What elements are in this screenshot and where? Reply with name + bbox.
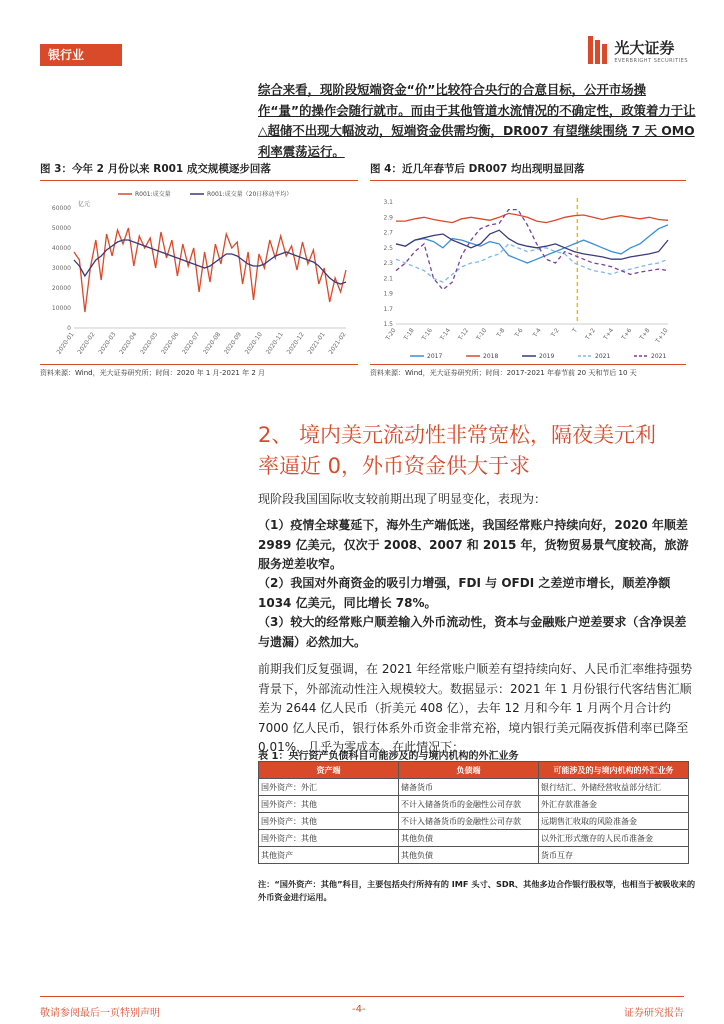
y-tick-label: 1.5 — [383, 321, 393, 328]
x-tick-label: T-6 — [513, 327, 525, 339]
table-cell: 国外资产：外汇 — [259, 779, 399, 796]
series-line — [396, 213, 668, 222]
legend-label: 2019 — [539, 353, 555, 360]
x-tick-label: T-16 — [420, 327, 434, 342]
x-tick-label: T-10 — [475, 327, 489, 342]
x-tick-label: 2020-10 — [243, 331, 264, 356]
x-tick-label: T+6 — [620, 327, 634, 342]
table-row — [259, 813, 689, 830]
series-line — [74, 228, 346, 312]
x-tick-label: T-8 — [495, 327, 507, 339]
table-cell: 国外资产：其他 — [259, 813, 399, 830]
table-cell: 其他资产 — [259, 847, 399, 864]
table-cell: 货币互存 — [539, 847, 689, 864]
footer-divider — [40, 996, 684, 997]
table-header: 资产端 — [259, 762, 399, 779]
x-tick-label: 2020-02 — [76, 331, 97, 356]
table-cell: 其他负债 — [399, 830, 539, 847]
legend-label: 2021 — [595, 353, 611, 360]
table-cell: 外汇存款准备金 — [539, 796, 689, 813]
legend-label: R001:成交量（20日移动平均） — [207, 191, 293, 198]
x-tick-label: 2020-06 — [160, 331, 181, 356]
table-cell: 国外资产：其他 — [259, 796, 399, 813]
table-row — [259, 847, 689, 864]
logo-subtitle: EVERBRIGHT SECURITIES — [614, 57, 688, 64]
footer-disclaimer[interactable]: 敬请参阅最后一页特别声明 — [40, 1008, 160, 1019]
table-cell: 远期售汇收取的风险准备金 — [539, 813, 689, 830]
x-tick-label: 2020-12 — [285, 331, 306, 356]
table-row — [259, 796, 689, 813]
table-row — [259, 779, 689, 796]
table-cell: 国外资产：其他 — [259, 830, 399, 847]
fig4-bottom-divider — [370, 364, 686, 365]
legend-label: 2018 — [483, 353, 499, 360]
y-tick-label: 2.5 — [383, 244, 393, 252]
x-tick-label: 2020-07 — [181, 331, 202, 356]
table-header-row — [259, 762, 689, 779]
fig3-title: 图 3：今年 2 月份以来 R001 成交规模逐步回落 — [40, 163, 271, 175]
y-axis-label: 亿元 — [78, 201, 91, 208]
x-tick-label: 2021-02 — [327, 331, 348, 356]
forex-table — [258, 761, 689, 864]
footer-report-type: 证券研究报告 — [624, 1008, 684, 1019]
y-tick-label: 2.3 — [383, 260, 393, 267]
table-note: 注：“国外资产：其他”科目，主要包括央行所持有的 IMF 头寸、SDR、其他多边合作银行股权等，也相当于被吸收来的外币资金进行运用。 — [258, 879, 696, 902]
y-tick-label: 2.1 — [383, 275, 393, 283]
table-header: 可能涉及的与境内机构的外汇业务 — [539, 762, 689, 779]
x-tick-label: 2020-11 — [264, 331, 285, 356]
legend-label: R001:成交量 — [135, 191, 171, 198]
fig3-bottom-divider — [40, 364, 358, 365]
x-tick-label: T-12 — [457, 327, 471, 342]
table-cell: 其他负债 — [399, 847, 539, 864]
point-3: （3）较大的经常账户顺差输入外币流动性，资本与金融账户逆差要求（含净误差与遗漏）必然加大。 — [258, 615, 687, 649]
x-tick-label: 2020-01 — [55, 331, 76, 356]
x-tick-label: 2020-08 — [201, 331, 223, 356]
x-tick-label: T-20 — [384, 327, 398, 342]
fig3-divider — [40, 180, 358, 181]
series-line — [396, 230, 668, 259]
x-tick-label: T-14 — [438, 327, 453, 342]
fig4-source: 资料来源：Wind，光大证券研究所；时间：2017-2021 年春节前 20 天和节后 10 天 — [370, 369, 637, 377]
x-tick-label: T — [571, 327, 579, 335]
body-paragraph: 前期我们反复强调，在 2021 年经常账户顺差有望持续向好、人民币汇率维持强势背景下，外部流动性注入规模较大。数据显示：2021 年 1 月份银行代客结售汇顺差为 2644 亿人民币（折美元 408 亿），去年 12 月和今年 1 月两个月合计约 7000 亿人民币，银行体系外币资金非常充裕，境内银行美元隔夜拆借利率已降至 0.01%，几乎为零成本。在此情况下： — [258, 662, 693, 754]
y-tick-label: 1.7 — [383, 305, 393, 313]
x-tick-label: T-4 — [531, 327, 543, 339]
x-tick-label: 2020-03 — [97, 331, 118, 356]
y-tick-label: 3.1 — [383, 199, 393, 206]
table-cell: 储备货币 — [399, 779, 539, 796]
section-heading-line1: 2、 境内美元流动性非常宽松，隔夜美元利 — [258, 423, 657, 447]
logo-icon — [588, 36, 610, 64]
x-tick-label: T-18 — [402, 327, 416, 342]
section-heading-line2: 率逼近 0，外币资金供大于求 — [258, 454, 531, 478]
x-tick-label: 2020-04 — [118, 331, 139, 356]
table-header: 负债端 — [399, 762, 539, 779]
fig3-chart — [40, 184, 358, 362]
point-1: （1）疫情全球蔓延下，海外生产端低迷，我国经常账户持续向好，2020 年顺差 2989 亿美元，仅次于 2008、2007 和 2015 年，货物贸易景气度较高，旅游服务逆差收窄。 — [258, 518, 689, 571]
point-2: （2）我国对外商资金的吸引力增强，FDI 与 OFDI 之差逆市增长，顺差净额 1034 亿美元，同比增长 78%。 — [258, 576, 671, 610]
industry-tag: 银行业 — [40, 44, 122, 66]
y-tick-label: 20000 — [51, 285, 71, 292]
table-title: 表 1：央行资产负债科目可能涉及的与境内机构的外汇业务 — [258, 751, 519, 762]
legend-label: 2017 — [427, 353, 443, 360]
table-cell: 不计入储备货币的金融性公司存款 — [399, 796, 539, 813]
fig4-chart — [370, 184, 686, 362]
intro-paragraph: 综合来看，现阶段短端资金“价”比较符合央行的合意目标，公开市场操作“量”的操作会随行就市。而由于其他管道水流情况的不确定性，政策着力于让△超储不出现大幅波动，短端资金供需均衡，DR007 有望继续围绕 7 天 OMO 利率震荡运行。 — [258, 82, 696, 159]
legend-label: 2021 — [651, 353, 667, 360]
table-cell: 不计入储备货币的金融性公司存款 — [399, 813, 539, 830]
fig3-source: 资料来源：Wind，光大证券研究所；时间：2020 年 1 月-2021 年 2 月 — [40, 369, 266, 377]
table-row — [259, 830, 689, 847]
x-tick-label: T+8 — [638, 327, 652, 342]
fig4-title: 图 4：近几年春节后 DR007 均出现明显回落 — [370, 163, 585, 175]
x-tick-label: T+4 — [602, 327, 616, 342]
y-tick-label: 50000 — [51, 225, 71, 232]
lead-paragraph: 现阶段我国国际收支较前期出现了明显变化，表现为： — [258, 492, 547, 506]
y-tick-label: 40000 — [51, 245, 71, 252]
x-tick-label: 2020-05 — [139, 331, 160, 356]
x-tick-label: T+2 — [584, 327, 598, 342]
y-tick-label: 2.7 — [383, 229, 393, 237]
y-tick-label: 1.9 — [383, 290, 393, 298]
y-tick-label: 60000 — [51, 205, 71, 212]
fig4-divider — [370, 180, 686, 181]
table-cell: 银行结汇、外储经营收益部分结汇 — [539, 779, 689, 796]
x-tick-label: T-2 — [549, 327, 561, 339]
x-tick-label: T+10 — [654, 327, 670, 345]
y-tick-label: 30000 — [51, 265, 71, 272]
x-tick-label: 2021-01 — [306, 331, 327, 356]
brand-logo — [588, 36, 688, 64]
section-heading — [258, 420, 698, 482]
logo-name: 光大证券 — [614, 38, 675, 57]
y-tick-label: 0 — [67, 325, 71, 332]
y-tick-label: 10000 — [51, 305, 71, 312]
x-tick-label: 2020-09 — [222, 331, 244, 356]
table-cell: 以外汇形式缴存的人民币准备金 — [539, 830, 689, 847]
y-tick-label: 2.9 — [383, 214, 393, 222]
page-number: -4- — [352, 1004, 366, 1015]
